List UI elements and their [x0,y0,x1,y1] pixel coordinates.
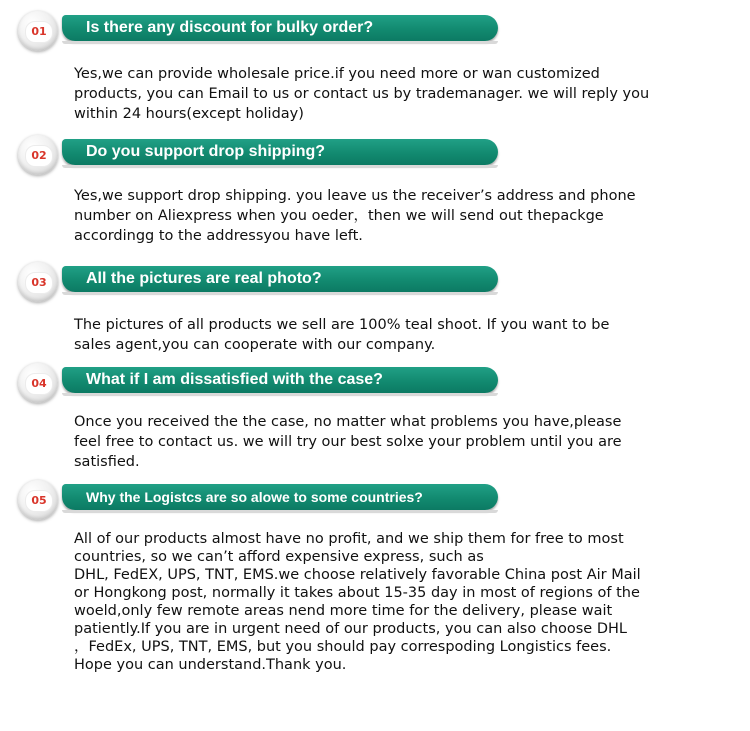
question-banner [62,266,498,292]
badge-number: 02 [25,145,53,167]
answer-text: Yes,we support drop shipping. you leave us the receiver’s address and phone number on Aliexpress when you oeder，then we will send out thepackge accordingg to the addressyou have left. [74,188,636,244]
question-text: Do you support drop shipping? [86,143,326,160]
number-badge [18,363,58,403]
badge-number: 04 [25,373,53,395]
answer-text: The pictures of all products we sell are 100% teal shoot. If you want to be sales agent,you can cooperate with our company. [74,317,610,353]
number-badge [18,480,58,520]
badge-number: 01 [25,21,53,43]
answer-text: All of our products almost have no profit, and we ship them for free to most countries, so we can’t afford expensive express, such as DHL, FedEX, UPS, TNT, EMS.we choose relatively favorable China post Air Mail or Hongkong post, normally it takes about 15-35 day in most of regions of the woeld,only few remote areas nend more time for the delivery, please wait patiently.If you are in urgent need of our products, you can also choose DHL ，FedEx, UPS, TNT, EMS, but you should pay correspoding Longistics fees. Hope you can understand.Thank you. [74,531,641,673]
answer-text: Yes,we can provide wholesale price.if you need more or wan customized products, you can Email to us or contact us by trademanager. we will reply you within 24 hours(except holiday) [74,66,650,122]
badge-number: 05 [25,490,53,512]
question-text: Why the Logistcs are so alowe to some countries? [86,489,423,505]
question-text: Is there any discount for bulky order? [86,19,374,36]
question-banner [62,367,498,393]
question-banner [62,484,498,510]
number-badge [18,11,58,51]
number-badge [18,262,58,302]
question-banner [62,15,498,41]
answer-text: Once you received the the case, no matter what problems you have,please feel free to contact us. we will try our best solxe your problem until you are satisfied. [74,414,622,470]
number-badge [18,135,58,175]
question-banner [62,139,498,165]
badge-number: 03 [25,272,53,294]
question-text: All the pictures are real photo? [86,270,322,287]
question-text: What if I am dissatisfied with the case? [86,371,383,388]
